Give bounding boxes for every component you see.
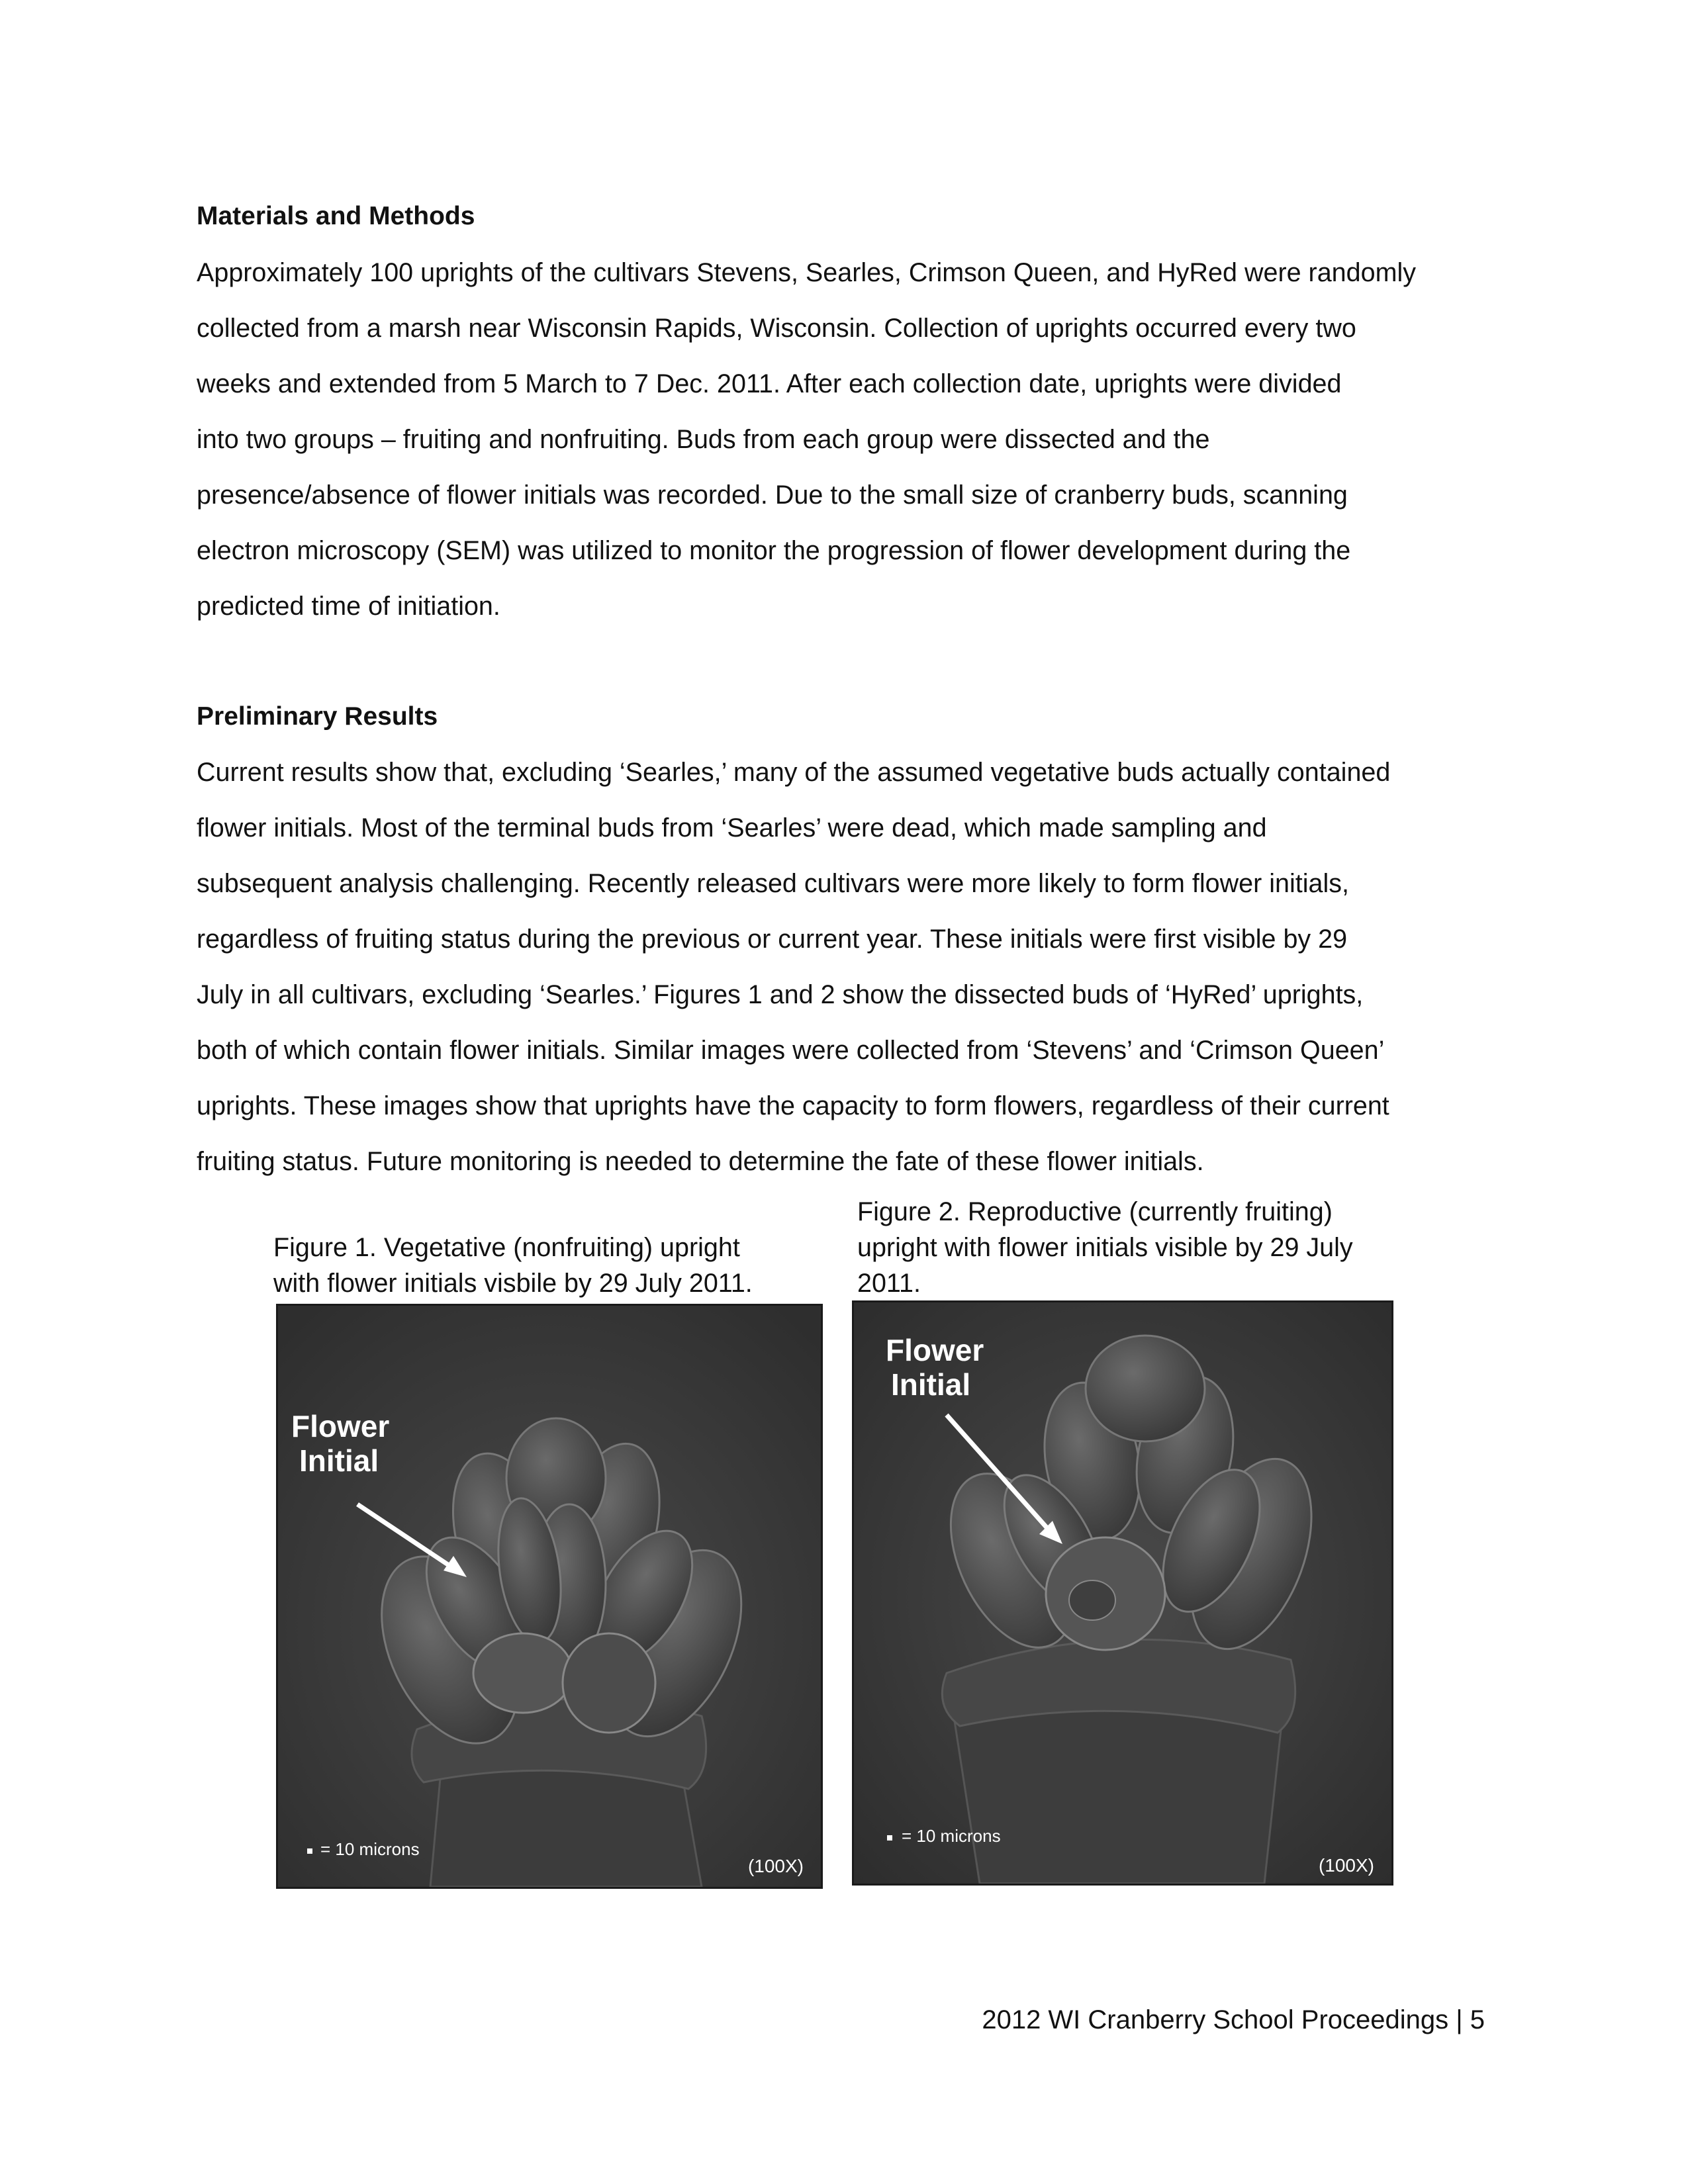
figure2-magnification: (100X) <box>1318 1855 1374 1876</box>
materials-line: electron microscopy (SEM) was utilized to monitor the progression of flower development during the <box>197 536 1351 565</box>
results-line: subsequent analysis challenging. Recently released cultivars were more likely to form flower initials, <box>197 869 1349 898</box>
results-paragraph <box>197 745 1494 1189</box>
materials-line: weeks and extended from 5 March to 7 Dec. 2011. After each collection date, uprights were divided <box>197 369 1342 398</box>
figure2-caption-line: Figure 2. Reproductive (currently fruiting) <box>857 1197 1333 1226</box>
results-line: July in all cultivars, excluding ‘Searles.’ Figures 1 and 2 show the dissected buds of ‘HyRed’ uprights, <box>197 980 1364 1009</box>
results-line: fruiting status. Future monitoring is needed to determine the fate of these flower initials. <box>197 1147 1204 1176</box>
results-heading: Preliminary Results <box>197 702 438 731</box>
figure1-label-line1: Flower <box>291 1409 390 1443</box>
results-line: both of which contain flower initials. Similar images were collected from ‘Stevens’ and ‘Crimson Queen’ <box>197 1036 1385 1065</box>
figure2-caption-line: 2011. <box>857 1269 921 1298</box>
figure1-sem-image <box>276 1304 823 1889</box>
figure2-caption-line: upright with flower initials visible by 29 July <box>857 1233 1353 1262</box>
figure1-scale-bar-icon <box>307 1848 312 1854</box>
materials-line: Approximately 100 uprights of the cultivars Stevens, Searles, Crimson Queen, and HyRed were randomly <box>197 258 1417 287</box>
page-footer: 2012 WI Cranberry School Proceedings | 5 <box>982 2005 1485 2034</box>
results-line: regardless of fruiting status during the previous or current year. These initials were first visible by 29 <box>197 925 1348 954</box>
results-line: Current results show that, excluding ‘Searles,’ many of the assumed vegetative buds actually contained <box>197 758 1391 787</box>
materials-line: predicted time of initiation. <box>197 592 500 621</box>
figure1-label-line2: Initial <box>299 1443 379 1478</box>
materials-heading: Materials and Methods <box>197 202 475 230</box>
materials-line: into two groups – fruiting and nonfruiting. Buds from each group were dissected and the <box>197 425 1210 454</box>
results-line: flower initials. Most of the terminal buds from ‘Searles’ were dead, which made sampling and <box>197 813 1267 842</box>
figure2-scale-bar-icon <box>887 1835 892 1841</box>
materials-line: collected from a marsh near Wisconsin Rapids, Wisconsin. Collection of uprights occurred every two <box>197 314 1356 343</box>
materials-paragraph <box>197 245 1494 634</box>
figure2-scale-text: = 10 microns <box>902 1826 1001 1846</box>
figure1-caption <box>273 1230 753 1301</box>
figure2-sem-image <box>852 1300 1393 1886</box>
figure2-label-line1: Flower <box>886 1333 984 1367</box>
figure1-caption-line: with flower initials visbile by 29 July 2011. <box>273 1269 753 1298</box>
figure1-caption-line: Figure 1. Vegetative (nonfruiting) upright <box>273 1233 740 1262</box>
figure2-caption <box>857 1194 1353 1301</box>
figure1-magnification: (100X) <box>747 1856 804 1876</box>
results-line: uprights. These images show that uprights have the capacity to form flowers, regardless of their current <box>197 1091 1389 1120</box>
materials-line: presence/absence of flower initials was recorded. Due to the small size of cranberry buds, scanning <box>197 480 1348 510</box>
figure2-label-line2: Initial <box>891 1367 971 1402</box>
figure1-scale-text: = 10 microns <box>320 1839 420 1859</box>
